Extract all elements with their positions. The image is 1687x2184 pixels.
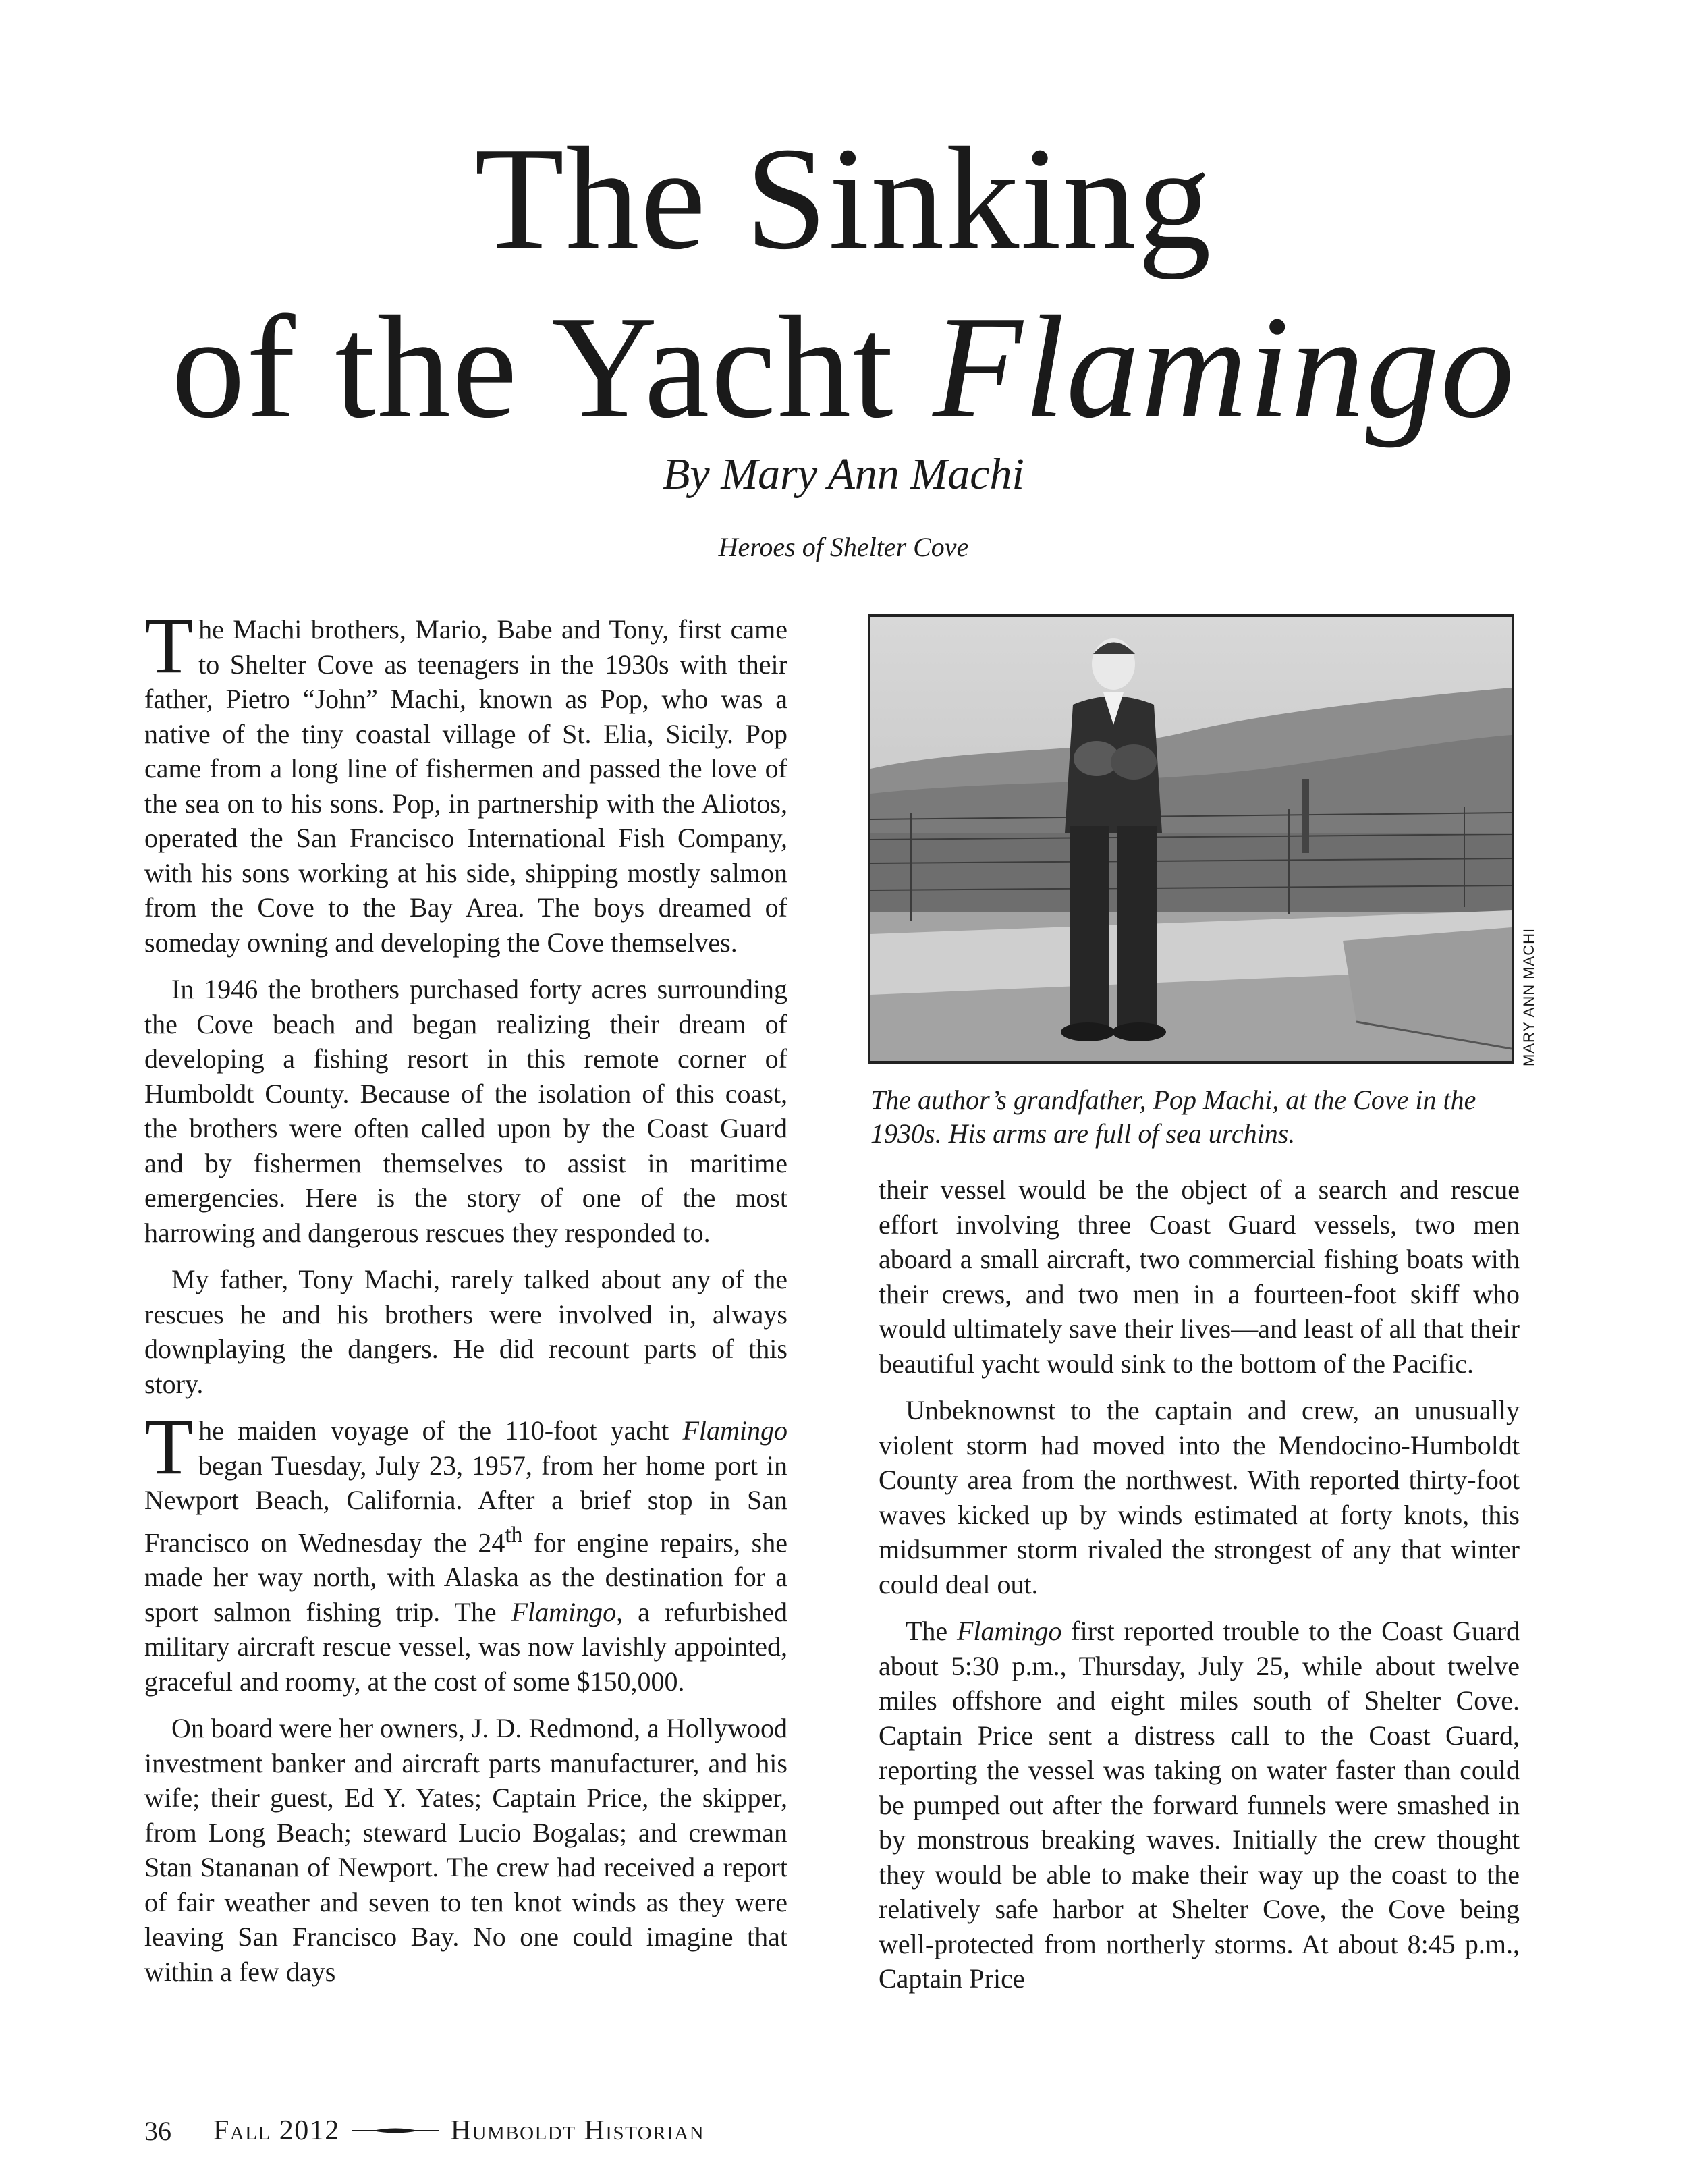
- paragraph-7: Unbeknownst to the captain and crew, an unusually violent storm had moved into the Mendocino-Humboldt County area from the northwest. With reported thirty-foot waves kicked up by winds estimated at forty knots, this midsummer storm rivaled the strongest of any that winter could deal out.: [879, 1395, 1520, 1600]
- p4-text-d: for engine repairs, she made her way north, with Alaska as the destination for a sport salmon fishing trip. The: [144, 1527, 787, 1627]
- right-column: [879, 1172, 1520, 2009]
- p4-text-c: began Tuesday, July 23, 1957, from her home port in Newport Beach, California. After a brief stop in San Francisco on Wednesday the 24: [144, 1450, 787, 1558]
- paragraph-4: [144, 1402, 788, 1699]
- paragraph-5: On board were her owners, J. D. Redmond, a Hollywood investment banker and aircraft parts manufacturer, and his wife; their guest, Ed Y. Yates; Captain Price, the skipper, from Long Beach; steward Lucio Bogalas; and crewman Stan Stananan of Newport. The crew had received a report of fair weather and seven to ten knot winds as they were leaving San Francisco Bay. No one could imagine that within a few days: [144, 1713, 787, 1987]
- title-yacht-name: Flamingo: [933, 286, 1516, 449]
- paragraph-8: [879, 1614, 1520, 1996]
- photo-illustration: [870, 617, 1512, 1061]
- p8-text-a: The: [906, 1616, 957, 1646]
- article-title: [0, 115, 1687, 452]
- byline: By Mary Ann Machi: [663, 449, 1024, 499]
- paragraph-3: My father, Tony Machi, rarely talked about any of the rescues he and his brothers were involved in, always downplaying the dangers. He did recount parts of this story.: [144, 1264, 787, 1399]
- ornament-rule-icon: [352, 2126, 439, 2135]
- left-column: [144, 601, 788, 2001]
- page-number: 36: [144, 2115, 171, 2146]
- title-line-2: [0, 283, 1687, 452]
- title-line-1: The Sinking: [474, 117, 1213, 280]
- photo-caption: The author’s grandfather, Pop Machi, at the Cove in the 1930s. His arms are full of sea urchins.: [870, 1085, 1476, 1149]
- publication-name: Humboldt Historian: [450, 2115, 705, 2146]
- title-line-2-text: of the Yacht: [171, 286, 933, 449]
- p4-yacht-name: Flamingo: [682, 1415, 787, 1446]
- p4-text-a: The maiden voyage of the 110-foot yacht: [144, 1402, 683, 1491]
- photo-credit: MARY ANN MACHI: [1520, 927, 1537, 1066]
- page-footer: [144, 2114, 704, 2148]
- p4-text-f: , a refurbished military aircraft rescue vessel, was now lavishly appointed, graceful and roomy, at the cost of some $150,000.: [144, 1596, 788, 1697]
- historic-photo: [868, 614, 1514, 1064]
- paragraph-1: The Machi brothers, Mario, Babe and Tony, first came to Shelter Cove as teenagers in the 1930s with their father, Pietro “John” Machi, known as Pop, who was a native of the tiny coastal village of St. Elia, Sicily. Pop came from a long line of fishermen and passed the love of the sea on to his sons. Pop, in partnership with the Aliotos, operated the San Francisco International Fish Company, with his sons working at his side, shipping mostly salmon from the Cove to the Bay Area. The boys dreamed of someday owning and developing the Cove themselves.: [144, 601, 787, 958]
- affiliation: Heroes of Shelter Cove: [718, 532, 969, 562]
- p8-yacht-name: Flamingo: [956, 1616, 1062, 1646]
- issue-label: Fall 2012: [213, 2115, 340, 2146]
- p8-text-c: first reported trouble to the Coast Guard about 5:30 p.m., Thursday, July 25, while about twelve miles offshore and eight miles south of Shelter Cove. Captain Price sent a distress call to the Coast Guard, reporting the vessel was taking on water faster than could be pumped out after the forward funnels were smashed in by monstrous breaking waves. Initially the crew thought they would be able to make their way up the coast to the relatively safe harbor at Shelter Cove, the Cove being well-protected from northerly storms. At about 8:45 p.m., Captain Price: [879, 1616, 1520, 1994]
- p4-superscript: th: [505, 1522, 523, 1548]
- paragraph-6: their vessel would be the object of a search and rescue effort involving three Coast Guard vessels, two men aboard a small aircraft, two commercial fishing boats with their crews, and two men in a fourteen-foot skiff who would ultimately save their lives—and least of all that their beautiful yacht would sink to the bottom of the Pacific.: [879, 1174, 1520, 1379]
- p4-yacht-name-2: Flamingo: [511, 1596, 617, 1627]
- paragraph-2: In 1946 the brothers purchased forty acres surrounding the Cove beach and began realizing their dream of developing a fishing resort in this remote corner of Humboldt County. Because of the isolation of this coast, the brothers were often called upon by the Coast Guard and by fishermen themselves to assist in maritime emergencies. Here is the story of one of the most harrowing and dangerous rescues they responded to.: [144, 974, 787, 1248]
